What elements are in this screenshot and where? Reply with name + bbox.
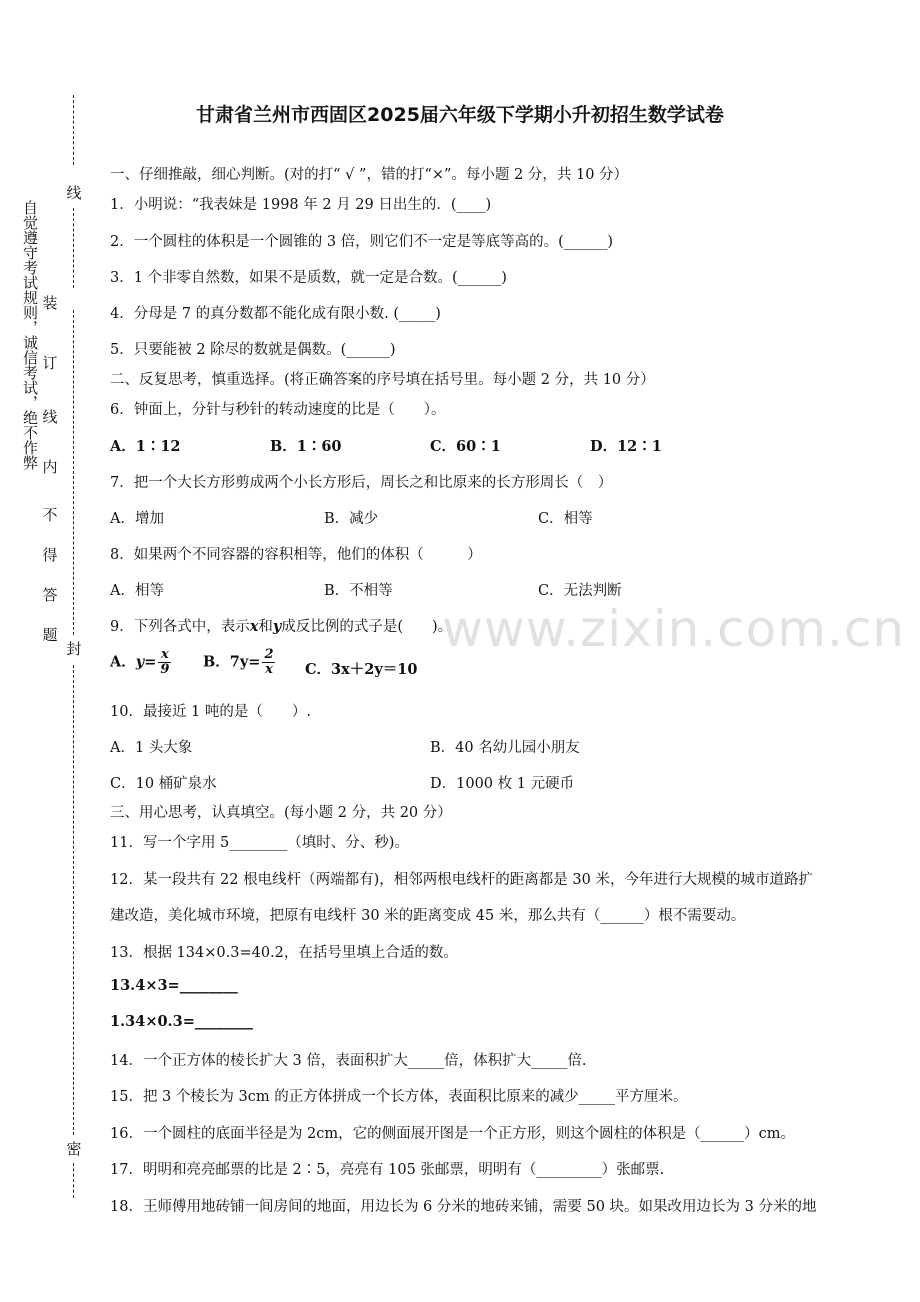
q9-a-numerator: x xyxy=(158,648,171,663)
margin-char-nei: 内 xyxy=(42,458,58,476)
q6-option-b: B．1∶60 xyxy=(270,438,342,455)
question-13-item-a: 13.4×3=________ xyxy=(110,977,238,994)
question-9 xyxy=(110,615,452,636)
exam-integrity-notice: 自觉遵守考试规则，诚信考试，绝不作弊 xyxy=(21,200,39,470)
section-heading-3: 三、用心思考，认真填空。(每小题 2 分，共 20 分） xyxy=(110,805,452,821)
q9-b-numerator: 2 xyxy=(264,647,274,662)
question-7: 7．把一个大长方形剪成两个小长方形后，周长之和比原来的长方形周长（ ） xyxy=(110,475,613,491)
q10-option-d: D．1000 枚 1 元硬币 xyxy=(430,776,575,792)
question-2: 2．一个圆柱的体积是一个圆锥的 3 倍，则它们不一定是等底等高的。(______) xyxy=(110,234,613,250)
q6-option-a: A．1∶12 xyxy=(110,438,181,455)
question-10: 10．最接近 1 吨的是（ ）. xyxy=(110,704,312,720)
binding-dashed-line xyxy=(73,665,74,1135)
question-4: 4．分母是 7 的真分数都不能化成有限小数. (_____) xyxy=(110,306,441,322)
q10-option-a: A．1 头大象 xyxy=(110,740,193,756)
question-18: 18．王师傅用地砖铺一间房间的地面，用边长为 6 分米的地砖来铺，需要 50 块。如果改用边长为 3 分米的地 xyxy=(110,1199,817,1215)
page-title: 甘肃省兰州市西固区2025届六年级下学期小升初招生数学试卷 xyxy=(196,104,724,126)
question-5: 5．只要能被 2 除尽的数就是偶数。(______) xyxy=(110,342,396,358)
question-13-item-b: 1.34×0.3=________ xyxy=(110,1013,253,1030)
q9-option-b xyxy=(203,648,277,677)
margin-char-de: 得 xyxy=(42,546,58,564)
q10-option-c: C．10 桶矿泉水 xyxy=(110,776,217,792)
binding-dashed-line xyxy=(73,1163,74,1198)
q7-option-c: C．相等 xyxy=(538,511,593,527)
q7-option-b: B．减少 xyxy=(324,511,379,527)
q9-a-lhs: y= xyxy=(135,653,157,671)
q9-a-fraction xyxy=(158,648,171,677)
q9-b-fraction xyxy=(262,648,275,677)
q9-var-x: x xyxy=(249,618,259,635)
watermark: www.zixin.com.cn xyxy=(442,600,906,658)
question-15: 15．把 3 个棱长为 3cm 的正方体拼成一个长方体，表面积比原来的减少_____平方厘米。 xyxy=(110,1089,688,1105)
question-17: 17．明明和亮亮邮票的比是 2∶5，亮亮有 105 张邮票，明明有（_________）张邮票. xyxy=(110,1162,665,1178)
margin-char-xian: 线 xyxy=(66,184,82,202)
binding-dashed-line xyxy=(73,310,74,635)
q7-option-a: A．增加 xyxy=(110,511,164,527)
q9-text-and: 和 xyxy=(258,619,273,635)
q9-option-c: C．3x＋2y＝10 xyxy=(305,661,418,678)
q9-text-pre: 9．下列各式中，表示 xyxy=(110,619,250,635)
margin-char-feng: 封 xyxy=(66,640,82,658)
question-3: 3．1 个非零自然数，如果不是质数，就一定是合数。(______) xyxy=(110,270,507,286)
margin-char-bu: 不 xyxy=(42,506,58,524)
margin-char-mi: 密 xyxy=(66,1140,82,1158)
question-12-line-1: 12．某一段共有 22 根电线杆（两端都有)，相邻两根电线杆的距离都是 30 米，今年进行大规模的城市道路扩 xyxy=(110,872,813,888)
margin-char-xian2: 线 xyxy=(42,408,58,426)
binding-margin xyxy=(0,0,100,1302)
margin-char-ding: 订 xyxy=(42,354,58,372)
question-14: 14．一个正方体的棱长扩大 3 倍，表面积扩大_____倍，体积扩大_____倍. xyxy=(110,1053,587,1069)
q9-option-a xyxy=(110,648,173,677)
question-11: 11．写一个字用 5________（填时、分、秒)。 xyxy=(110,835,409,851)
q9-b-lhs: 7y= xyxy=(229,653,261,671)
margin-char-zhuang: 装 xyxy=(42,294,58,312)
question-6: 6．钟面上，分针与秒针的转动速度的比是（ ）。 xyxy=(110,402,446,418)
binding-dashed-line xyxy=(73,208,74,288)
q10-option-b: B．40 名幼儿园小朋友 xyxy=(430,740,580,756)
q6-option-c: C．60∶1 xyxy=(430,438,501,455)
section-heading-2: 二、反复思考，慎重选择。(将正确答案的序号填在括号里。每小题 2 分，共 10 分） xyxy=(110,372,655,388)
q9-a-label: A． xyxy=(110,653,136,671)
question-13: 13．根据 134×0.3=40.2，在括号里填上合适的数。 xyxy=(110,945,458,961)
q9-var-y: y xyxy=(272,618,282,635)
question-16: 16．一个圆柱的底面半径是为 2cm，它的侧面展开图是一个正方形，则这个圆柱的体积是（______）cm。 xyxy=(110,1126,796,1142)
question-8: 8．如果两个不同容器的容积相等，他们的体积（ ） xyxy=(110,547,482,563)
margin-char-ti: 题 xyxy=(42,626,58,644)
q6-option-d: D．12∶1 xyxy=(590,438,662,455)
question-12-line-2: 建改造，美化城市环境，把原有电线杆 30 米的距离变成 45 米，那么共有（______）根不需要动。 xyxy=(110,908,746,924)
q9-text-post: 成反比例的式子是( )。 xyxy=(281,619,453,635)
question-1: 1．小明说：“我表妹是 1998 年 2 月 29 日出生的．(____) xyxy=(110,197,492,213)
q9-b-denominator: x xyxy=(265,662,273,677)
q8-option-b: B．不相等 xyxy=(324,583,393,599)
section-heading-1: 一、仔细推敲，细心判断。(对的打“ √ ”，错的打“×”。每小题 2 分，共 10 分） xyxy=(110,167,629,183)
q8-option-a: A．相等 xyxy=(110,583,164,599)
q9-b-label: B． xyxy=(203,653,230,671)
margin-char-da: 答 xyxy=(42,586,58,604)
q9-a-denominator: 9 xyxy=(160,662,170,677)
q8-option-c: C．无法判断 xyxy=(538,583,622,599)
